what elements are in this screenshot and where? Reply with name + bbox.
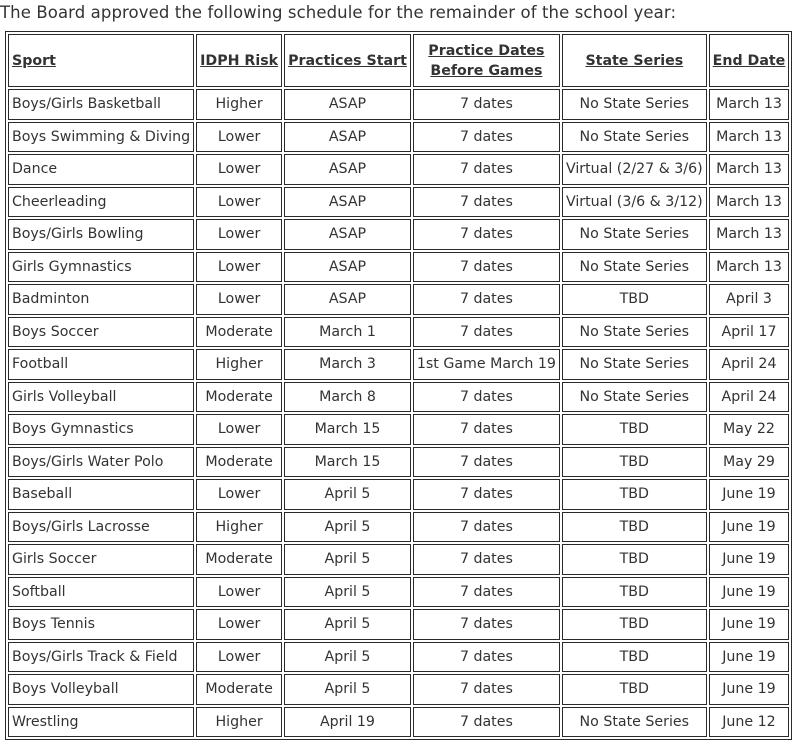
cell-idph-risk: Higher <box>196 349 282 380</box>
table-row <box>8 284 789 315</box>
cell-sport: Boys/Girls Bowling <box>8 219 194 250</box>
cell-practices-start: March 15 <box>284 414 411 445</box>
cell-idph-risk: Lower <box>196 609 282 640</box>
cell-end-date: March 13 <box>709 219 790 250</box>
cell-state-series: TBD <box>562 479 707 510</box>
cell-practices-start: April 5 <box>284 479 411 510</box>
cell-practice-dates: 7 dates <box>413 219 560 250</box>
cell-practice-dates: 7 dates <box>413 317 560 348</box>
cell-state-series: No State Series <box>562 252 707 283</box>
cell-sport: Baseball <box>8 479 194 510</box>
cell-end-date: March 13 <box>709 187 790 218</box>
cell-state-series: TBD <box>562 642 707 673</box>
cell-end-date: June 19 <box>709 577 790 608</box>
cell-sport: Boys/Girls Track & Field <box>8 642 194 673</box>
cell-practices-start: ASAP <box>284 219 411 250</box>
cell-practices-start: ASAP <box>284 154 411 185</box>
cell-state-series: Virtual (2/27 & 3/6) <box>562 154 707 185</box>
cell-sport: Boys Soccer <box>8 317 194 348</box>
cell-sport: Girls Volleyball <box>8 382 194 413</box>
cell-practice-dates: 1st Game March 19 <box>413 349 560 380</box>
cell-end-date: April 24 <box>709 382 790 413</box>
cell-practices-start: March 15 <box>284 447 411 478</box>
table-row <box>8 349 789 380</box>
cell-state-series: No State Series <box>562 707 707 738</box>
table-row <box>8 252 789 283</box>
cell-practices-start: April 5 <box>284 642 411 673</box>
cell-practices-start: April 5 <box>284 544 411 575</box>
cell-idph-risk: Lower <box>196 284 282 315</box>
cell-practice-dates: 7 dates <box>413 674 560 705</box>
cell-practice-dates: 7 dates <box>413 479 560 510</box>
table-row <box>8 414 789 445</box>
table-row <box>8 122 789 153</box>
cell-sport: Boys/Girls Basketball <box>8 89 194 120</box>
table-row <box>8 382 789 413</box>
cell-state-series: No State Series <box>562 219 707 250</box>
table-row <box>8 187 789 218</box>
cell-state-series: TBD <box>562 414 707 445</box>
cell-practice-dates: 7 dates <box>413 252 560 283</box>
cell-end-date: June 19 <box>709 674 790 705</box>
table-row <box>8 89 789 120</box>
cell-sport: Boys Tennis <box>8 609 194 640</box>
cell-idph-risk: Higher <box>196 512 282 543</box>
schedule-table <box>5 31 792 740</box>
cell-end-date: April 17 <box>709 317 790 348</box>
table-row <box>8 317 789 348</box>
cell-idph-risk: Lower <box>196 187 282 218</box>
cell-state-series: No State Series <box>562 382 707 413</box>
cell-sport: Boys/Girls Water Polo <box>8 447 194 478</box>
cell-practice-dates: 7 dates <box>413 609 560 640</box>
cell-sport: Boys Gymnastics <box>8 414 194 445</box>
cell-practice-dates: 7 dates <box>413 187 560 218</box>
table-row <box>8 674 789 705</box>
cell-practices-start: ASAP <box>284 252 411 283</box>
cell-end-date: June 12 <box>709 707 790 738</box>
cell-sport: Cheerleading <box>8 187 194 218</box>
cell-idph-risk: Moderate <box>196 382 282 413</box>
cell-idph-risk: Moderate <box>196 544 282 575</box>
table-row <box>8 479 789 510</box>
cell-state-series: Virtual (3/6 & 3/12) <box>562 187 707 218</box>
cell-practices-start: April 5 <box>284 512 411 543</box>
cell-state-series: TBD <box>562 447 707 478</box>
cell-sport: Boys Volleyball <box>8 674 194 705</box>
header-end-date: End Date <box>709 34 790 87</box>
cell-state-series: TBD <box>562 674 707 705</box>
cell-practice-dates: 7 dates <box>413 122 560 153</box>
intro-text: The Board approved the following schedule for the remainder of the school year: <box>0 3 677 22</box>
cell-sport: Badminton <box>8 284 194 315</box>
cell-end-date: March 13 <box>709 252 790 283</box>
cell-idph-risk: Lower <box>196 479 282 510</box>
cell-practices-start: March 1 <box>284 317 411 348</box>
cell-practices-start: March 8 <box>284 382 411 413</box>
cell-practice-dates: 7 dates <box>413 577 560 608</box>
table-row <box>8 577 789 608</box>
cell-idph-risk: Moderate <box>196 447 282 478</box>
cell-practices-start: ASAP <box>284 89 411 120</box>
header-practices-start: Practices Start <box>284 34 411 87</box>
header-practice-dates-line2: Before Games <box>430 62 543 79</box>
cell-end-date: June 19 <box>709 642 790 673</box>
cell-end-date: March 13 <box>709 154 790 185</box>
cell-state-series: TBD <box>562 284 707 315</box>
table-row <box>8 609 789 640</box>
cell-state-series: No State Series <box>562 349 707 380</box>
header-sport: Sport <box>8 34 194 87</box>
cell-state-series: TBD <box>562 609 707 640</box>
table-row <box>8 707 789 738</box>
cell-idph-risk: Lower <box>196 252 282 283</box>
cell-idph-risk: Higher <box>196 707 282 738</box>
cell-idph-risk: Moderate <box>196 317 282 348</box>
header-row <box>8 34 789 87</box>
table-row <box>8 512 789 543</box>
cell-end-date: May 29 <box>709 447 790 478</box>
cell-state-series: TBD <box>562 512 707 543</box>
table-row <box>8 447 789 478</box>
cell-sport: Boys/Girls Lacrosse <box>8 512 194 543</box>
cell-practices-start: April 5 <box>284 609 411 640</box>
cell-state-series: TBD <box>562 544 707 575</box>
cell-practice-dates: 7 dates <box>413 707 560 738</box>
cell-end-date: June 19 <box>709 512 790 543</box>
cell-end-date: May 22 <box>709 414 790 445</box>
cell-practices-start: ASAP <box>284 187 411 218</box>
cell-state-series: No State Series <box>562 122 707 153</box>
cell-practice-dates: 7 dates <box>413 284 560 315</box>
cell-practice-dates: 7 dates <box>413 414 560 445</box>
cell-practice-dates: 7 dates <box>413 642 560 673</box>
cell-practices-start: ASAP <box>284 122 411 153</box>
cell-sport: Softball <box>8 577 194 608</box>
cell-idph-risk: Lower <box>196 219 282 250</box>
cell-practices-start: April 19 <box>284 707 411 738</box>
cell-end-date: April 24 <box>709 349 790 380</box>
cell-idph-risk: Moderate <box>196 674 282 705</box>
cell-sport: Girls Gymnastics <box>8 252 194 283</box>
cell-sport: Girls Soccer <box>8 544 194 575</box>
cell-end-date: June 19 <box>709 544 790 575</box>
header-state-series: State Series <box>562 34 707 87</box>
cell-idph-risk: Higher <box>196 89 282 120</box>
table-row <box>8 642 789 673</box>
table-row <box>8 154 789 185</box>
header-idph-risk: IDPH Risk <box>196 34 282 87</box>
cell-idph-risk: Lower <box>196 122 282 153</box>
cell-practices-start: March 3 <box>284 349 411 380</box>
cell-practice-dates: 7 dates <box>413 544 560 575</box>
cell-practices-start: April 5 <box>284 577 411 608</box>
cell-end-date: June 19 <box>709 479 790 510</box>
cell-end-date: March 13 <box>709 89 790 120</box>
cell-state-series: No State Series <box>562 89 707 120</box>
table-row <box>8 544 789 575</box>
cell-practice-dates: 7 dates <box>413 512 560 543</box>
cell-sport: Boys Swimming & Diving <box>8 122 194 153</box>
cell-idph-risk: Lower <box>196 154 282 185</box>
cell-end-date: June 19 <box>709 609 790 640</box>
cell-state-series: TBD <box>562 577 707 608</box>
cell-sport: Football <box>8 349 194 380</box>
cell-idph-risk: Lower <box>196 414 282 445</box>
cell-sport: Dance <box>8 154 194 185</box>
cell-end-date: April 3 <box>709 284 790 315</box>
cell-practice-dates: 7 dates <box>413 382 560 413</box>
cell-practice-dates: 7 dates <box>413 447 560 478</box>
cell-sport: Wrestling <box>8 707 194 738</box>
cell-practices-start: April 5 <box>284 674 411 705</box>
cell-practice-dates: 7 dates <box>413 154 560 185</box>
header-practice-dates <box>413 34 560 87</box>
cell-state-series: No State Series <box>562 317 707 348</box>
cell-idph-risk: Lower <box>196 577 282 608</box>
cell-practice-dates: 7 dates <box>413 89 560 120</box>
table-row <box>8 219 789 250</box>
cell-practices-start: ASAP <box>284 284 411 315</box>
header-practice-dates-line1: Practice Dates <box>428 42 545 59</box>
cell-end-date: March 13 <box>709 122 790 153</box>
cell-idph-risk: Lower <box>196 642 282 673</box>
